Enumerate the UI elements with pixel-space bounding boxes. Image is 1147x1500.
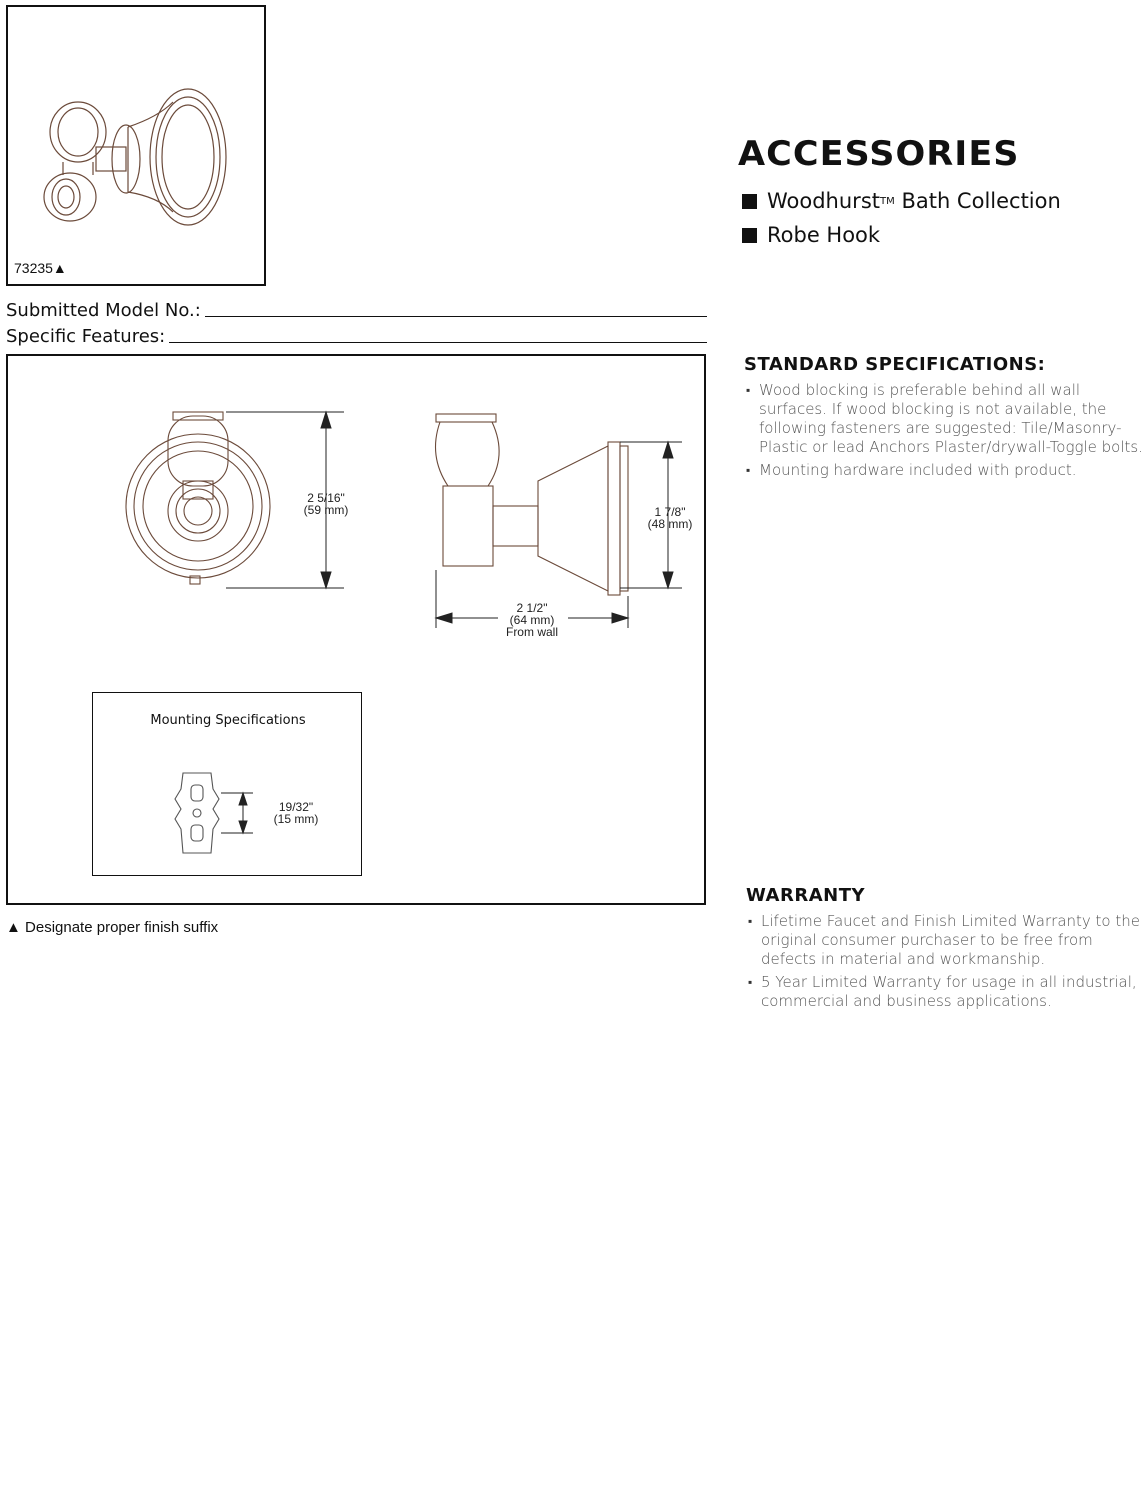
height-dim-in: 2 5/16"	[307, 491, 345, 505]
mounting-dim-in: 19/32"	[278, 800, 314, 814]
list-item: ▪ 5 Year Limited Warranty for usage in all industrial, commercial and business applications.	[746, 973, 1142, 1011]
product-type-label: Robe Hook	[767, 223, 881, 247]
standard-specifications	[744, 354, 1144, 484]
height-dimension	[286, 492, 366, 516]
collection-label: Woodhurst	[767, 189, 880, 213]
square-bullet-icon	[742, 228, 757, 243]
robe-hook-illustration	[8, 7, 268, 288]
list-item: ▪ Wood blocking is preferable behind all wall surfaces. If wood blocking is not available, the following fasteners are suggested: Tile/Masonry-Plastic or lead Anchors Plaster/drywall-Toggle bolts.	[744, 381, 1144, 457]
collection-name	[742, 189, 1061, 213]
submitted-model-line[interactable]	[205, 315, 707, 317]
mounting-dimension	[261, 801, 331, 825]
depth-dimension	[630, 506, 710, 530]
page-title: ACCESSORIES	[738, 134, 1020, 174]
mounting-specifications	[92, 692, 362, 876]
specific-features-line[interactable]	[169, 341, 707, 343]
projection-dim-in: 2 1/2"	[516, 601, 548, 615]
mounting-bracket-icon	[93, 693, 363, 877]
technical-drawing	[6, 354, 706, 905]
mounting-title: Mounting Specifications	[150, 713, 306, 728]
finish-footnote: ▲ Designate proper finish suffix	[6, 919, 219, 936]
projection-dimension	[492, 602, 572, 638]
submitted-model-field[interactable]	[6, 300, 707, 321]
projection-note: From wall	[505, 625, 558, 639]
height-dim-mm: (59 mm)	[303, 503, 349, 517]
depth-dim-in: 1 7/8"	[654, 505, 686, 519]
model-number: 73235▲	[14, 260, 67, 276]
trademark-mark: TM	[880, 195, 895, 207]
mounting-dim-mm: (15 mm)	[273, 812, 319, 826]
collection-suffix: Bath Collection	[901, 189, 1061, 213]
square-bullet-icon	[742, 194, 757, 209]
standard-specs-list	[744, 381, 1144, 480]
standard-specs-title: STANDARD SPECIFICATIONS:	[744, 354, 1046, 375]
warranty-section	[746, 885, 1142, 1015]
specific-features-field[interactable]	[6, 326, 707, 347]
warranty-list	[746, 912, 1142, 1011]
list-item: ▪ Mounting hardware included with product.	[744, 461, 1144, 480]
warranty-title: WARRANTY	[746, 885, 866, 906]
submitted-model-label: Submitted Model No.:	[6, 300, 201, 321]
product-type	[742, 223, 880, 247]
product-thumbnail	[6, 5, 266, 286]
side-view-cap	[436, 414, 496, 422]
depth-dim-mm: (48 mm)	[647, 517, 693, 531]
front-view-flange	[126, 434, 270, 578]
projection-dim-mm: (64 mm)	[509, 613, 555, 627]
specific-features-label: Specific Features:	[6, 326, 166, 347]
list-item: ▪ Lifetime Faucet and Finish Limited Warranty to the original consumer purchaser to be free from defects in material and workmanship.	[746, 912, 1142, 969]
